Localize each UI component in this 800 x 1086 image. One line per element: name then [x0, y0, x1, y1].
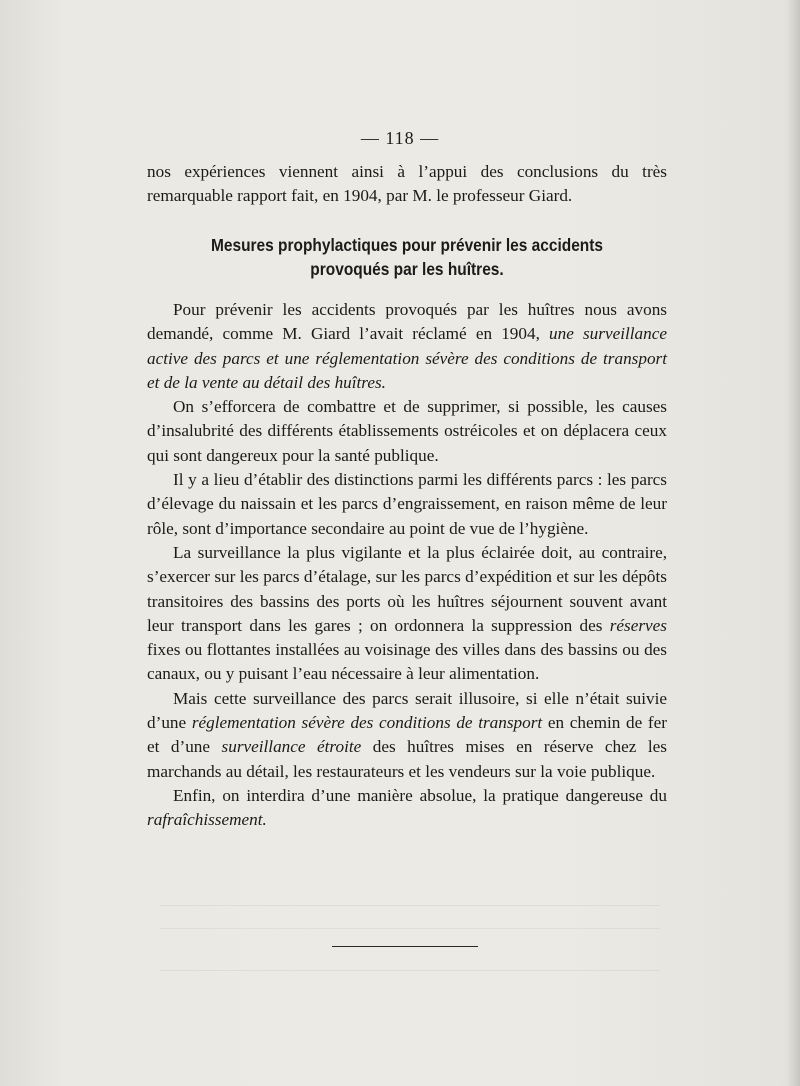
intro-text: nos expériences viennent ainsi à l’appui des conclusions du très remarquable rapport fait, en 1904, par M. le professeur Giard.: [147, 162, 667, 206]
paragraph-6: [147, 784, 667, 833]
paragraph-3: Il y a lieu d’établir des distinctions parmi les différents parcs : les parcs d’élevage du naissain et les parcs d’engraissement, en raison même de leur rôle, sont d’importance secondaire au point de vue de l’hygiène.: [147, 470, 667, 538]
page-edge-shadow: [786, 0, 800, 1086]
intro-paragraph: [147, 160, 667, 209]
body-text: [147, 298, 667, 833]
show-through-mark: [160, 928, 660, 929]
paragraph-5-text-b: en chemin de fer et d’une: [147, 713, 667, 757]
paragraph-4-text-b: fixes ou flottantes installées au voisinage des villes dans des bassins ou des canaux, ou y puisant l’eau nécessaire à leur alimentation.: [147, 640, 667, 684]
paragraph-6-text: Enfin, on interdira d’une manière absolue, la pratique dangereuse du: [173, 785, 667, 805]
paragraph-5: [147, 687, 667, 784]
page-number: — 118 —: [360, 128, 440, 148]
paragraph-1: [147, 298, 667, 395]
paragraph-4-text-a: La surveillance la plus vigilante et la plus éclairée doit, au contraire, s’exercer sur les parcs d’étalage, sur les parcs d’expédition et sur les dépôts transitoires des bassins des ports où les huîtres séjournent souvent avant leur transport dans les gares ; on ordonnera la suppression des: [147, 542, 667, 635]
show-through-mark: [160, 970, 660, 971]
paragraph-5-emphasis-2: surveillance étroite: [221, 737, 362, 757]
paragraph-5-emphasis-1: réglementation sévère des conditions de transport: [191, 713, 543, 733]
show-through-mark: [160, 905, 660, 906]
paragraph-1-text: Pour prévenir les accidents provoqués par les huîtres nous avons demandé, comme M. Giard l’avait réclamé en 1904,: [147, 300, 667, 344]
closing-rule: [332, 946, 478, 947]
section-heading: Mesures prophylactiques pour prévenir les accidents provoqués par les huîtres.: [210, 235, 604, 279]
paragraph-5-text-a: Mais cette surveillance des parcs serait illusoire, si elle n’était suivie d’une: [147, 688, 667, 733]
paragraph-1-emphasis: une surveillance active des parcs et une réglementation sévère des conditions de transport et de la vente au détail des huîtres.: [147, 324, 667, 392]
paragraph-5-text-c: des huîtres mises en réserve chez les marchands au détail, les restaurateurs et les vendeurs sur la voie publique.: [147, 737, 667, 781]
paragraph-4-emphasis: réserves: [609, 615, 667, 635]
paragraph-2: On s’efforcera de combattre et de supprimer, si possible, les causes d’insalubrité des différents établissements ostréicoles et on déplacera ceux qui sont dangereux pour la santé publique.: [147, 397, 667, 465]
paragraph-6-emphasis: rafraîchissement.: [147, 810, 267, 830]
paragraph-4: [147, 541, 667, 687]
